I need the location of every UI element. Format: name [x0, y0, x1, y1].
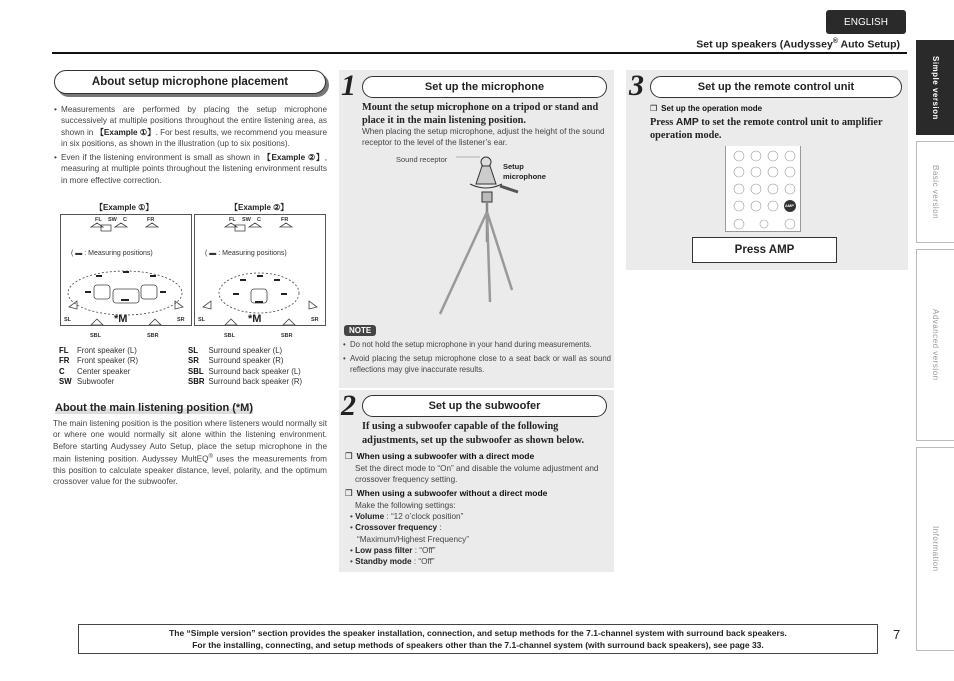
footer-note: The “Simple version” section provides the speaker installation, connection, and setup methods for the 7.1-channel system with surround back speakers. For the installing, connecting, and setup methods of speakers other than the 7.1-channel system (with surround back speakers), see page 33. [78, 624, 878, 654]
example1-label: 【Example ①】 [95, 203, 154, 212]
section-title: Set up speakers (Audyssey® Auto Setup) [696, 38, 900, 51]
label-sl-1: SL [64, 317, 72, 323]
label-fl-2: FL [229, 217, 236, 223]
label-sbr-1: SBR [147, 333, 159, 339]
step1-lead: Mount the setup microphone on a tripod or stand and place it in the main listening position. [362, 102, 599, 126]
tab-basic-version[interactable]: Basic version [916, 141, 954, 243]
step2-title: Set up the subwoofer [362, 395, 607, 417]
direct-mode-heading: ❒ When using a subwoofer with a direct mode [345, 451, 534, 462]
sound-receptor-label: Sound receptor [396, 155, 448, 164]
label-fr-2: FR [281, 217, 289, 223]
label-sl-2: SL [198, 317, 206, 323]
measuring-note-2: ( ▬ : Measuring positions) [205, 250, 287, 257]
label-sr-2: SR [311, 317, 319, 323]
no-direct-mode-heading: ❒ When using a subwoofer without a direct mode [345, 488, 547, 499]
room-layout-1 [61, 215, 191, 325]
label-fl-1: FL [95, 217, 102, 223]
example1-diagram [60, 214, 192, 339]
step3-number: 3 [629, 69, 644, 102]
main-listening-mark-2: *M [248, 313, 262, 325]
label-fr-1: FR [147, 217, 155, 223]
speaker-legend-left: FL Front speaker (L) FR Front speaker (R) C Center speaker SW Subwoofer [59, 346, 139, 387]
remote-control-illustration [725, 146, 801, 232]
label-sw-1: SW [108, 217, 117, 223]
measuring-note-1: ( ▬ : Measuring positions) [71, 250, 153, 257]
press-amp-callout: Press AMP [692, 237, 837, 263]
step1-body: When placing the setup microphone, adjust the height of the sound receptor to the level of the listener’s ear. [362, 127, 605, 148]
step1-title: Set up the microphone [362, 76, 607, 98]
remote-buttons-graphic [726, 146, 802, 232]
step1-notes: • Do not hold the setup microphone in your hand during measurements. • Avoid placing the setup microphone close to a seat back or wall as sound reflections may give inaccurate results. [343, 340, 611, 378]
listening-heading: About the main listening position (*M) [55, 402, 253, 414]
step1-number: 1 [341, 69, 356, 102]
room-layout-2 [195, 215, 325, 325]
setup-mic-label: Setup microphone [503, 162, 546, 181]
label-c-2: C [257, 217, 261, 223]
main-listening-mark-1: *M [114, 313, 128, 325]
tab-information[interactable]: Information [916, 447, 954, 651]
page-number: 7 [893, 627, 901, 642]
label-sw-2: SW [242, 217, 251, 223]
subwoofer-settings-list: • Volume : “12 o’clock position” • Crossover frequency : “Maximum/Highest Frequency” • Low pass filter : “Off” • Standby mode : “Off” [350, 512, 469, 567]
tab-simple-version[interactable]: Simple version [916, 40, 954, 135]
header-rule [52, 52, 907, 54]
step2-number: 2 [341, 389, 356, 422]
label-c-1: C [123, 217, 127, 223]
label-sbr-2: SBR [281, 333, 293, 339]
placement-heading: About setup microphone placement [54, 70, 326, 94]
amp-key[interactable]: AMP [785, 203, 794, 208]
tab-advanced-version[interactable]: Advanced version [916, 249, 954, 441]
step2-lead: If using a subwoofer capable of the following adjustments, set up the subwoofer as shown below. [362, 421, 585, 446]
note-badge: NOTE [344, 325, 376, 336]
speaker-legend-right: SL Surround speaker (L) SR Surround speaker (R) SBL Surround back speaker (L) SBR Surround back speaker (R) [188, 346, 303, 387]
no-direct-mode-intro: Make the following settings: [355, 501, 456, 510]
label-sr-1: SR [177, 317, 185, 323]
direct-mode-body: Set the direct mode to “On” and disable the volume adjustment and crossover frequency setting. [355, 464, 599, 485]
tripod-microphone-illustration [420, 152, 520, 320]
label-sbl-2: SBL [224, 333, 235, 339]
label-sbl-1: SBL [90, 333, 101, 339]
example2-diagram [194, 214, 326, 339]
language-tab: ENGLISH [826, 10, 906, 34]
placement-bullets: • Measurements are performed by placing the setup microphone successively at multiple positions throughout the entire listening area, as shown in 【Example ①】. For best results, we recommend you measure in six positions, as shown in the illustration (up to six positions). • Even if the listening environment is small as shown in 【Example ②】, measuring at multiple points throughout the listening environment results in more effective correction. [54, 104, 327, 189]
step3-lead: Press AMP to set the remote control unit to amplifier operation mode. [650, 117, 883, 141]
operation-mode-heading: ❒ Set up the operation mode [650, 104, 762, 113]
listening-body: The main listening position is the position where listeners would normally sit or where one would normally sit alone within the listening environment. Before starting Audyssey Auto Setup, place the setup microphone in the main listening position. Audyssey MultEQ® uses the measurements from this position to calculate speaker distance, level, polarity, and the optimum crossover value for the subwoofer. [53, 419, 327, 487]
step3-title: Set up the remote control unit [650, 76, 902, 98]
example2-label: 【Example ②】 [230, 203, 289, 212]
